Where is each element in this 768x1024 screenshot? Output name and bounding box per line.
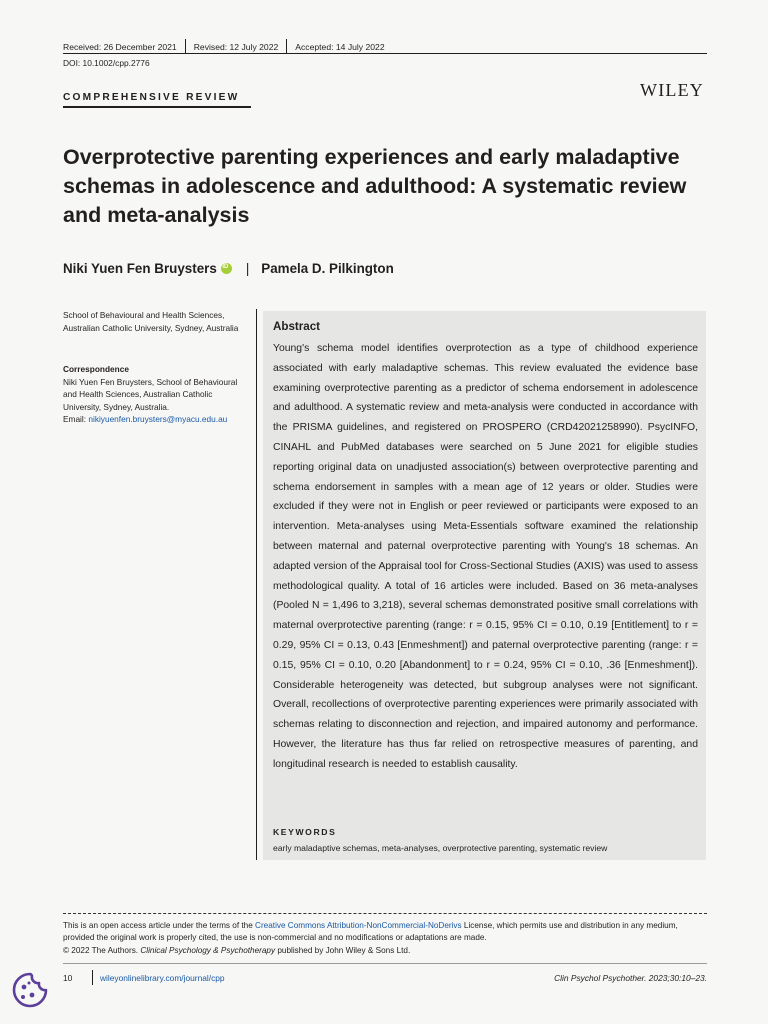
correspondence-heading: Correspondence bbox=[63, 364, 129, 374]
copyright bbox=[63, 946, 410, 955]
author-name[interactable]: Pamela D. Pilkington bbox=[261, 261, 394, 276]
keywords: early maladaptive schemas, meta-analyses, overprotective parenting, systematic review bbox=[273, 843, 608, 853]
section-underline bbox=[63, 106, 251, 108]
affiliation: School of Behavioural and Health Sciences, Australian Catholic University, Sydney, Australia bbox=[63, 310, 239, 333]
page-number: 10 bbox=[63, 973, 73, 983]
revised-date: Revised: 12 July 2022 bbox=[193, 41, 279, 52]
license-divider bbox=[63, 913, 707, 914]
author-list bbox=[63, 261, 394, 276]
email-link[interactable]: nikiyuenfen.bruysters@myacu.edu.au bbox=[88, 414, 228, 424]
copyright-text: © 2022 The Authors. bbox=[63, 946, 141, 955]
article-title: Overprotective parenting experiences and early maladaptive schemas in adolescence and adulthood: A systematic review and meta-analysis bbox=[63, 145, 687, 227]
orcid-icon[interactable] bbox=[221, 263, 232, 274]
header-rule bbox=[63, 53, 707, 54]
article-dates bbox=[63, 39, 393, 54]
footer-divider bbox=[92, 970, 93, 985]
abstract-heading: Abstract bbox=[273, 320, 321, 333]
keywords-heading: KEYWORDS bbox=[273, 827, 337, 837]
correspondence-text: Niki Yuen Fen Bruysters, School of Behavioural and Health Sciences, Australian Catholic University, Sydney, Australia. bbox=[63, 376, 238, 412]
cookie-icon[interactable] bbox=[10, 970, 50, 1010]
citation: Clin Psychol Psychother. 2023;30:10–23. bbox=[554, 973, 707, 983]
license-link[interactable]: Creative Commons Attribution-NonCommercial-NoDerivs bbox=[255, 921, 462, 930]
journal-name: Clinical Psychology & Psychotherapy bbox=[140, 946, 276, 955]
accepted-date: Accepted: 14 July 2022 bbox=[295, 41, 385, 52]
correspondence bbox=[63, 363, 248, 426]
email-line bbox=[63, 413, 248, 426]
license-note bbox=[63, 920, 707, 945]
author-name[interactable]: Niki Yuen Fen Bruysters bbox=[63, 261, 217, 276]
journal-link[interactable]: wileyonlinelibrary.com/journal/cpp bbox=[100, 973, 225, 983]
license-text: This is an open access article under the terms of the bbox=[63, 921, 256, 930]
email-label: Email: bbox=[63, 414, 89, 424]
publisher-logo: WILEY bbox=[640, 80, 704, 100]
column-divider bbox=[256, 309, 257, 860]
footer-rule bbox=[63, 963, 707, 964]
abstract-body: Young's schema model identifies overprotection as a type of childhood experience associated with early maladaptive schemas. This review evaluated the evidence base examining overprotective parenting as a predictor of schema endorsement in adolescence and adulthood. A systematic review and meta-analysis were conducted in accordance with the PRISMA guidelines, and registered on PROSPERO (CRD42021258990). PsycINFO, CINAHL and PubMed databases were searched on 5 June 2021 for eligible studies reporting original data on unadjusted association(s) between overprotective parenting and schema endorsement in samples with a mean age of 12 years or older. Studies were excluded if they were not in English or peer reviewed or participants were exposed to an intervention. Meta-analyses using Meta-Essentials software examined the relationship between maternal and paternal overprotective parenting with Young's 18 schemas. An adapted version of the Appraisal tool for Cross-Sectional Studies (AXIS) was used to assess methodological quality. A total of 16 articles were included. Based on 36 meta-analyses (Pooled N = 1,496 to 3,218), several schemas demonstrated positive small correlations with maternal overprotective parenting (range: r = 0.15, 95% CI = 0.10, 0.19 [Entitlement] to r = 0.29, 95% CI = 0.13, 0.43 [Enmeshment]) and paternal overprotective parenting (range: r = 0.15, 95% CI = 0.10, 0.20 [Abandonment] to r = 0.24, 95% CI = 0.10, .36 [Enmeshment]). Considerable heterogeneity was detected, but subgroup analyses were not significant. Overall, recollections of overprotective parenting experiences were primarily associated with schemas relating to disconnection and rejection, and impaired autonomy and performance. However, the literature has thus far relied on retrospective measures of parenting, and longitudinal research is needed to establish causality. bbox=[273, 343, 698, 770]
license-text: License, which permits use and distribution in any medium, provided the original work is properly cited, the use is non-commercial and no modifications or adaptations are made. bbox=[63, 921, 678, 943]
copyright-text: published by John Wiley & Sons Ltd. bbox=[275, 946, 411, 955]
received-date: Received: 26 December 2021 bbox=[63, 41, 177, 52]
author-separator: | bbox=[245, 261, 250, 276]
section-label: COMPREHENSIVE REVIEW bbox=[63, 92, 240, 103]
doi: DOI: 10.1002/cpp.2776 bbox=[63, 58, 150, 68]
